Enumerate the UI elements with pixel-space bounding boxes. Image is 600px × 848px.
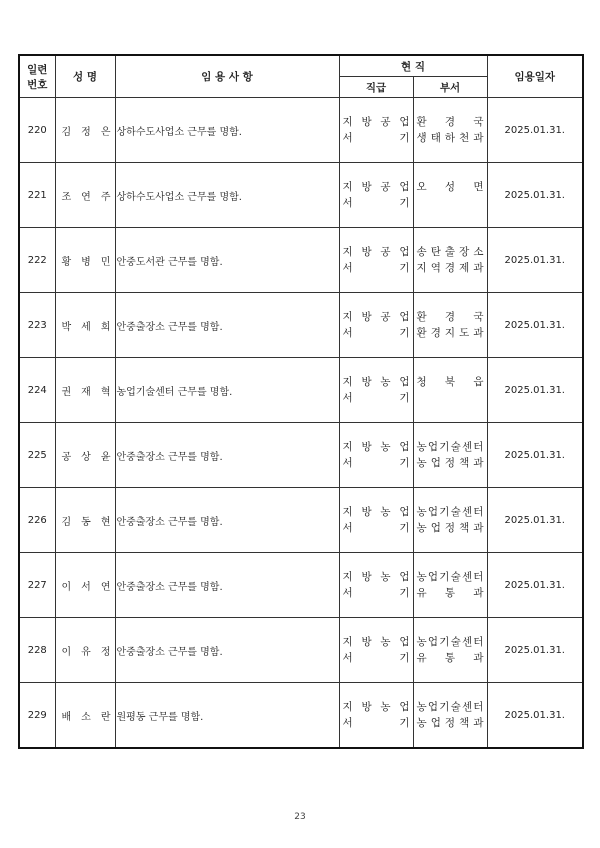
dept-line — [414, 650, 487, 666]
rank-cell — [339, 358, 413, 423]
dept-char: 지 — [444, 327, 456, 339]
rank-char: 업 — [399, 311, 410, 323]
appointment-date-cell: 2025.01.31. — [487, 98, 583, 163]
dept-char: 농 — [416, 571, 427, 583]
dept-line — [414, 130, 487, 146]
rank-char: 방 — [361, 636, 372, 648]
dept-char: 과 — [473, 327, 484, 339]
name-char: 혁 — [100, 386, 111, 398]
name-cell — [55, 98, 115, 163]
dept-char: 경 — [444, 116, 456, 128]
dept-line — [414, 390, 487, 406]
rank-char: 서 — [342, 392, 353, 404]
rank-line — [340, 455, 413, 471]
name-cell — [55, 618, 115, 683]
rank-char: 기 — [399, 457, 410, 469]
name-char: 정 — [81, 126, 91, 138]
rank-line — [340, 325, 413, 341]
name-char: 란 — [100, 711, 111, 723]
dept-char: 농 — [416, 506, 427, 518]
dept-char: 북 — [444, 376, 456, 388]
dept-char: 업 — [430, 717, 441, 729]
serial-number-cell: 228 — [19, 618, 55, 683]
rank-char: 기 — [399, 197, 410, 209]
rank-char: 지 — [342, 181, 353, 193]
appointment-detail-cell: 원평동 근무를 명함. — [115, 683, 339, 749]
rank-char: 서 — [342, 717, 353, 729]
rank-char: 지 — [342, 116, 353, 128]
rank-char: 서 — [342, 327, 353, 339]
name-char: 동 — [81, 516, 91, 528]
rank-cell — [339, 423, 413, 488]
dept-char: 탄 — [430, 246, 441, 258]
name-cell — [55, 683, 115, 749]
dept-char: 책 — [459, 457, 470, 469]
dept-cell — [413, 618, 487, 683]
name-char: 은 — [100, 126, 111, 138]
dept-char: 정 — [444, 717, 456, 729]
name-cell — [55, 423, 115, 488]
header-name: 성 명 — [55, 55, 115, 98]
rank-cell — [339, 488, 413, 553]
dept-line — [414, 439, 487, 455]
table-row — [19, 423, 583, 488]
dept-char: 농 — [416, 636, 427, 648]
dept-char: 터 — [473, 701, 484, 713]
name-char: 배 — [61, 711, 72, 723]
dept-char: 출 — [444, 246, 456, 258]
rank-char: 방 — [361, 181, 372, 193]
rank-char: 공 — [380, 116, 391, 128]
rank-char: 지 — [342, 506, 353, 518]
dept-char: 국 — [473, 311, 484, 323]
header-date: 임용일자 — [487, 55, 583, 98]
dept-char: 환 — [416, 116, 427, 128]
appointment-detail-cell: 안중출장소 근무를 명함. — [115, 618, 339, 683]
rank-line — [340, 650, 413, 666]
serial-number-cell: 221 — [19, 163, 55, 228]
dept-char: 성 — [444, 181, 456, 193]
page-number: 23 — [294, 812, 306, 822]
rank-line — [340, 374, 413, 390]
rank-char: 지 — [342, 571, 353, 583]
dept-char: 천 — [459, 132, 470, 144]
name-char: 연 — [81, 191, 91, 203]
rank-char: 방 — [361, 116, 372, 128]
dept-char: 통 — [444, 652, 456, 664]
rank-cell — [339, 163, 413, 228]
rank-char: 방 — [361, 701, 372, 713]
rank-char: 업 — [399, 181, 410, 193]
rank-line — [340, 390, 413, 406]
serial-number-cell: 220 — [19, 98, 55, 163]
rank-char: 서 — [342, 197, 353, 209]
dept-char: 면 — [473, 181, 484, 193]
dept-char: 경 — [444, 262, 456, 274]
rank-char: 업 — [399, 571, 410, 583]
name-char: 황 — [61, 256, 72, 268]
dept-char: 과 — [473, 652, 484, 664]
name-char: 주 — [100, 191, 111, 203]
appointment-detail-cell: 상하수도사업소 근무를 명함. — [115, 163, 339, 228]
rank-line — [340, 634, 413, 650]
dept-char: 술 — [450, 441, 461, 453]
dept-line — [414, 114, 487, 130]
dept-char: 술 — [450, 506, 461, 518]
dept-char: 업 — [427, 506, 439, 518]
dept-char: 지 — [416, 262, 427, 274]
dept-line — [414, 504, 487, 520]
name-char: 재 — [81, 386, 91, 398]
dept-char: 과 — [473, 457, 484, 469]
serial-number-cell: 222 — [19, 228, 55, 293]
dept-cell — [413, 293, 487, 358]
dept-line — [414, 309, 487, 325]
dept-char: 책 — [459, 522, 470, 534]
name-cell — [55, 553, 115, 618]
rank-char: 지 — [342, 441, 353, 453]
table-body — [19, 98, 583, 749]
rank-cell — [339, 553, 413, 618]
dept-char: 터 — [473, 636, 484, 648]
appointment-table — [18, 54, 584, 749]
rank-line — [340, 114, 413, 130]
dept-line — [414, 455, 487, 471]
table-row — [19, 293, 583, 358]
rank-line — [340, 504, 413, 520]
appointment-date-cell: 2025.01.31. — [487, 488, 583, 553]
rank-char: 서 — [342, 262, 353, 274]
rank-cell — [339, 228, 413, 293]
appointment-detail-cell: 안중출장소 근무를 명함. — [115, 488, 339, 553]
dept-char: 업 — [427, 571, 439, 583]
rank-char: 지 — [342, 311, 353, 323]
dept-line — [414, 325, 487, 341]
name-cell — [55, 293, 115, 358]
dept-char: 농 — [416, 441, 427, 453]
dept-char: 기 — [439, 441, 450, 453]
dept-char: 기 — [439, 636, 450, 648]
rank-char: 업 — [399, 116, 410, 128]
rank-char: 농 — [380, 701, 391, 713]
rank-line — [340, 569, 413, 585]
dept-char: 업 — [430, 457, 441, 469]
table-row — [19, 358, 583, 423]
dept-line — [414, 585, 487, 601]
rank-char: 업 — [399, 506, 410, 518]
appointment-date-cell: 2025.01.31. — [487, 618, 583, 683]
rank-line — [340, 309, 413, 325]
rank-line — [340, 195, 413, 211]
rank-char: 서 — [342, 457, 353, 469]
dept-line — [414, 374, 487, 390]
dept-char: 터 — [473, 506, 484, 518]
rank-char: 서 — [342, 587, 353, 599]
table-row — [19, 98, 583, 163]
dept-line — [414, 699, 487, 715]
dept-char: 국 — [473, 116, 484, 128]
name-char: 박 — [61, 321, 72, 333]
rank-line — [340, 715, 413, 731]
dept-cell — [413, 358, 487, 423]
rank-char: 방 — [361, 246, 372, 258]
dept-char: 센 — [461, 701, 473, 713]
dept-line — [414, 260, 487, 276]
header-serial-line1: 일련 — [27, 63, 48, 76]
name-char: 김 — [61, 516, 72, 528]
rank-char: 공 — [380, 311, 391, 323]
dept-char: 송 — [416, 246, 427, 258]
name-cell — [55, 163, 115, 228]
dept-char: 과 — [473, 587, 484, 599]
rank-char: 기 — [399, 522, 410, 534]
name-char: 소 — [81, 711, 91, 723]
name-char: 병 — [81, 256, 91, 268]
serial-number-cell: 226 — [19, 488, 55, 553]
dept-char: 과 — [473, 262, 484, 274]
serial-number-cell: 223 — [19, 293, 55, 358]
dept-char: 과 — [473, 522, 484, 534]
table-row — [19, 683, 583, 749]
rank-char: 농 — [380, 571, 391, 583]
dept-char: 읍 — [473, 376, 484, 388]
appointment-date-cell: 2025.01.31. — [487, 423, 583, 488]
dept-char: 술 — [450, 636, 461, 648]
header-current: 현 직 — [339, 55, 487, 77]
rank-char: 서 — [342, 522, 353, 534]
rank-line — [340, 585, 413, 601]
rank-char: 방 — [361, 311, 372, 323]
dept-cell — [413, 423, 487, 488]
rank-cell — [339, 98, 413, 163]
dept-char: 농 — [416, 701, 427, 713]
rank-char: 업 — [399, 441, 410, 453]
dept-line — [414, 244, 487, 260]
name-char: 윤 — [100, 451, 111, 463]
rank-char: 업 — [399, 376, 410, 388]
rank-char: 지 — [342, 246, 353, 258]
dept-char: 정 — [444, 522, 456, 534]
rank-char: 농 — [380, 506, 391, 518]
dept-line — [414, 569, 487, 585]
name-char: 권 — [61, 386, 72, 398]
rank-char: 서 — [342, 652, 353, 664]
rank-char: 방 — [361, 376, 372, 388]
rank-char: 공 — [380, 246, 391, 258]
appointment-date-cell: 2025.01.31. — [487, 683, 583, 749]
dept-char: 오 — [416, 181, 427, 193]
rank-char: 기 — [399, 327, 410, 339]
rank-line — [340, 520, 413, 536]
dept-char: 하 — [444, 132, 456, 144]
appointment-date-cell: 2025.01.31. — [487, 553, 583, 618]
name-cell — [55, 358, 115, 423]
rank-line — [340, 130, 413, 146]
name-char: 민 — [100, 256, 111, 268]
appointment-detail-cell: 안중도서관 근무를 명함. — [115, 228, 339, 293]
dept-char: 유 — [416, 587, 427, 599]
dept-line — [414, 715, 487, 731]
dept-char: 업 — [427, 441, 439, 453]
name-char: 정 — [100, 646, 111, 658]
rank-char: 기 — [399, 392, 410, 404]
rank-char: 기 — [399, 717, 410, 729]
dept-char: 도 — [459, 327, 470, 339]
name-char: 현 — [100, 516, 111, 528]
name-cell — [55, 488, 115, 553]
dept-char: 소 — [473, 246, 484, 258]
rank-char: 서 — [342, 132, 353, 144]
rank-char: 방 — [361, 506, 372, 518]
name-char: 연 — [100, 581, 111, 593]
rank-line — [340, 699, 413, 715]
table-row — [19, 618, 583, 683]
serial-number-cell: 224 — [19, 358, 55, 423]
dept-cell — [413, 488, 487, 553]
header-rank: 직급 — [339, 77, 413, 98]
dept-cell — [413, 553, 487, 618]
rank-char: 방 — [361, 441, 372, 453]
name-char: 유 — [81, 646, 91, 658]
rank-char: 기 — [399, 587, 410, 599]
appointment-date-cell: 2025.01.31. — [487, 293, 583, 358]
name-char: 상 — [81, 451, 91, 463]
name-char: 조 — [61, 191, 72, 203]
serial-number-cell: 229 — [19, 683, 55, 749]
name-cell — [55, 228, 115, 293]
rank-char: 지 — [342, 376, 353, 388]
dept-char: 기 — [439, 701, 450, 713]
rank-cell — [339, 683, 413, 749]
rank-char: 기 — [399, 132, 410, 144]
dept-char: 센 — [461, 636, 473, 648]
dept-char: 정 — [444, 457, 456, 469]
rank-cell — [339, 293, 413, 358]
dept-char: 환 — [416, 311, 427, 323]
dept-cell — [413, 98, 487, 163]
rank-line — [340, 260, 413, 276]
dept-line — [414, 195, 487, 211]
dept-char: 경 — [430, 327, 441, 339]
dept-cell — [413, 683, 487, 749]
dept-char: 농 — [416, 717, 427, 729]
dept-line — [414, 520, 487, 536]
table-row — [19, 163, 583, 228]
name-char: 세 — [81, 321, 91, 333]
name-char: 김 — [61, 126, 72, 138]
table-row — [19, 488, 583, 553]
dept-char: 기 — [439, 571, 450, 583]
rank-char: 공 — [380, 181, 391, 193]
dept-cell — [413, 163, 487, 228]
dept-char: 과 — [473, 717, 484, 729]
dept-char: 센 — [461, 506, 473, 518]
header-appointment: 임 용 사 항 — [115, 55, 339, 98]
header-serial-line2: 번호 — [27, 78, 48, 91]
rank-char: 방 — [361, 571, 372, 583]
rank-char: 업 — [399, 246, 410, 258]
rank-char: 지 — [342, 636, 353, 648]
rank-line — [340, 179, 413, 195]
rank-line — [340, 244, 413, 260]
name-char: 이 — [61, 646, 72, 658]
dept-char: 경 — [444, 311, 456, 323]
dept-line — [414, 179, 487, 195]
rank-char: 업 — [399, 701, 410, 713]
appointment-detail-cell: 안중출장소 근무를 명함. — [115, 293, 339, 358]
dept-char: 과 — [473, 132, 484, 144]
table-row — [19, 553, 583, 618]
rank-char: 업 — [399, 636, 410, 648]
dept-char: 역 — [430, 262, 441, 274]
header-serial — [19, 55, 55, 98]
appointment-date-cell: 2025.01.31. — [487, 228, 583, 293]
rank-line — [340, 439, 413, 455]
dept-char: 업 — [427, 701, 439, 713]
dept-char: 책 — [459, 717, 470, 729]
rank-char: 농 — [380, 636, 391, 648]
dept-char: 농 — [416, 457, 427, 469]
appointment-detail-cell: 안중출장소 근무를 명함. — [115, 423, 339, 488]
appointment-detail-cell: 상하수도사업소 근무를 명함. — [115, 98, 339, 163]
dept-char: 술 — [450, 571, 461, 583]
dept-char: 기 — [439, 506, 450, 518]
appointment-detail-cell: 농업기술센터 근무를 명함. — [115, 358, 339, 423]
dept-char: 터 — [473, 441, 484, 453]
appointment-date-cell: 2025.01.31. — [487, 163, 583, 228]
dept-char: 업 — [427, 636, 439, 648]
appointment-detail-cell: 안중출장소 근무를 명함. — [115, 553, 339, 618]
name-char: 서 — [81, 581, 91, 593]
dept-char: 업 — [430, 522, 441, 534]
rank-char: 농 — [380, 376, 391, 388]
name-char: 공 — [61, 451, 72, 463]
serial-number-cell: 225 — [19, 423, 55, 488]
dept-cell — [413, 228, 487, 293]
table-row — [19, 228, 583, 293]
appointment-date-cell: 2025.01.31. — [487, 358, 583, 423]
rank-char: 지 — [342, 701, 353, 713]
dept-char: 태 — [430, 132, 441, 144]
dept-char: 환 — [416, 327, 427, 339]
dept-line — [414, 634, 487, 650]
dept-char: 센 — [461, 571, 473, 583]
dept-char: 제 — [459, 262, 470, 274]
rank-char: 기 — [399, 262, 410, 274]
serial-number-cell: 227 — [19, 553, 55, 618]
dept-char: 통 — [444, 587, 456, 599]
rank-char: 기 — [399, 652, 410, 664]
dept-char: 터 — [473, 571, 484, 583]
rank-cell — [339, 618, 413, 683]
dept-char: 청 — [416, 376, 427, 388]
dept-char: 센 — [461, 441, 473, 453]
dept-char: 생 — [416, 132, 427, 144]
rank-char: 농 — [380, 441, 391, 453]
header-dept: 부서 — [413, 77, 487, 98]
dept-char: 농 — [416, 522, 427, 534]
name-char: 희 — [100, 321, 111, 333]
name-char: 이 — [61, 581, 72, 593]
dept-char: 장 — [459, 246, 470, 258]
dept-char: 유 — [416, 652, 427, 664]
dept-char: 술 — [450, 701, 461, 713]
